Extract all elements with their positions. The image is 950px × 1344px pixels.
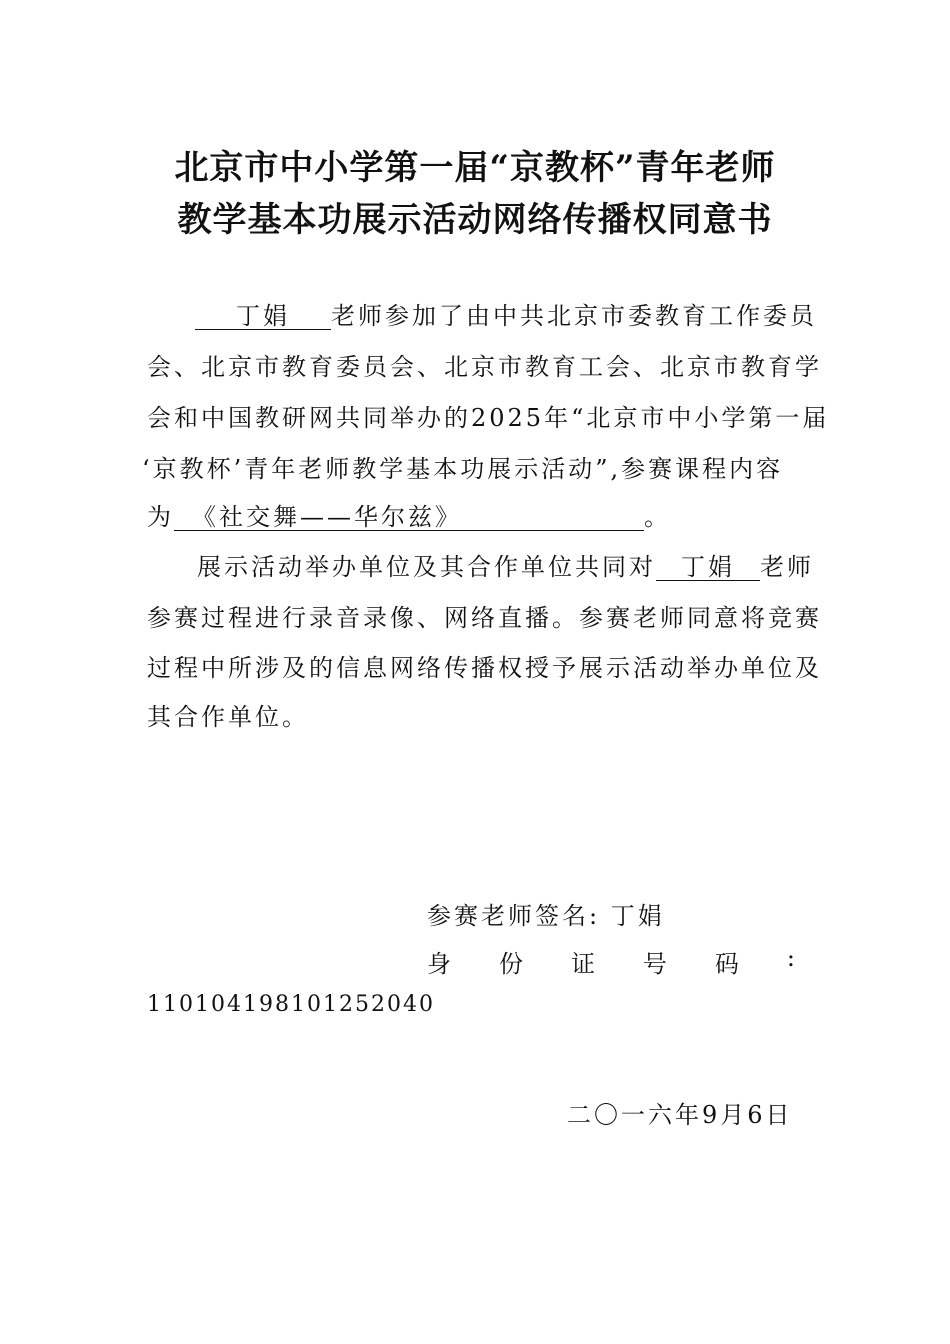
teacher-name-blank: 丁娟 — [195, 303, 331, 330]
para1-line5-suffix: 。 — [644, 503, 671, 531]
id-label-char: : — [786, 944, 795, 972]
signature-label: 参赛老师签名: — [427, 902, 601, 930]
para1-line5-prefix: 为 — [147, 503, 174, 531]
para2-line1-suffix: 老师 — [760, 553, 814, 581]
id-label-char: 号 — [642, 950, 667, 978]
para2-line3: 过程中所涉及的信息网络传播权授予展示活动举办单位及 — [147, 654, 822, 682]
id-card-number: 110104198101252040 — [147, 992, 435, 1017]
id-card-label — [427, 944, 795, 979]
para1-line1-text: 老师参加了由中共北京市委教育工作委员 — [331, 302, 817, 330]
id-label-char: 份 — [498, 950, 523, 978]
signature-name: 丁娟 — [610, 902, 665, 930]
para2-line1-prefix: 展示活动举办单位及其合作单位共同对 — [197, 553, 656, 581]
course-blank: 《社交舞——华尔兹》 — [174, 504, 644, 531]
document-title-line2: 教学基本功展示活动网络传播权同意书 — [177, 200, 773, 240]
signature-line — [427, 896, 665, 931]
para1-line3: 会和中国教研网共同举办的2025年“北京市中小学第一届 — [147, 404, 830, 432]
id-label-char: 证 — [570, 950, 595, 978]
para2-line1 — [197, 547, 814, 582]
id-label-char: 身 — [427, 950, 451, 978]
document-date: 二〇一六年9月6日 — [567, 1101, 793, 1129]
para1-line4: ‘京教杯’青年老师教学基本功展示活动”,参赛课程内容 — [142, 455, 784, 483]
id-label-char: 码 — [714, 950, 739, 978]
document-title-line1: 北京市中小学第一届“京教杯”青年老师 — [174, 148, 776, 188]
para1-line1 — [195, 296, 817, 331]
para1-line2: 会、北京市教育委员会、北京市教育工会、北京市教育学 — [147, 353, 822, 381]
teacher-name-blank-2: 丁娟 — [656, 554, 760, 581]
para1-line5 — [147, 497, 671, 532]
para2-line2: 参赛过程进行录音录像、网络直播。参赛老师同意将竞赛 — [147, 604, 822, 632]
para2-line4: 其合作单位。 — [147, 703, 309, 731]
